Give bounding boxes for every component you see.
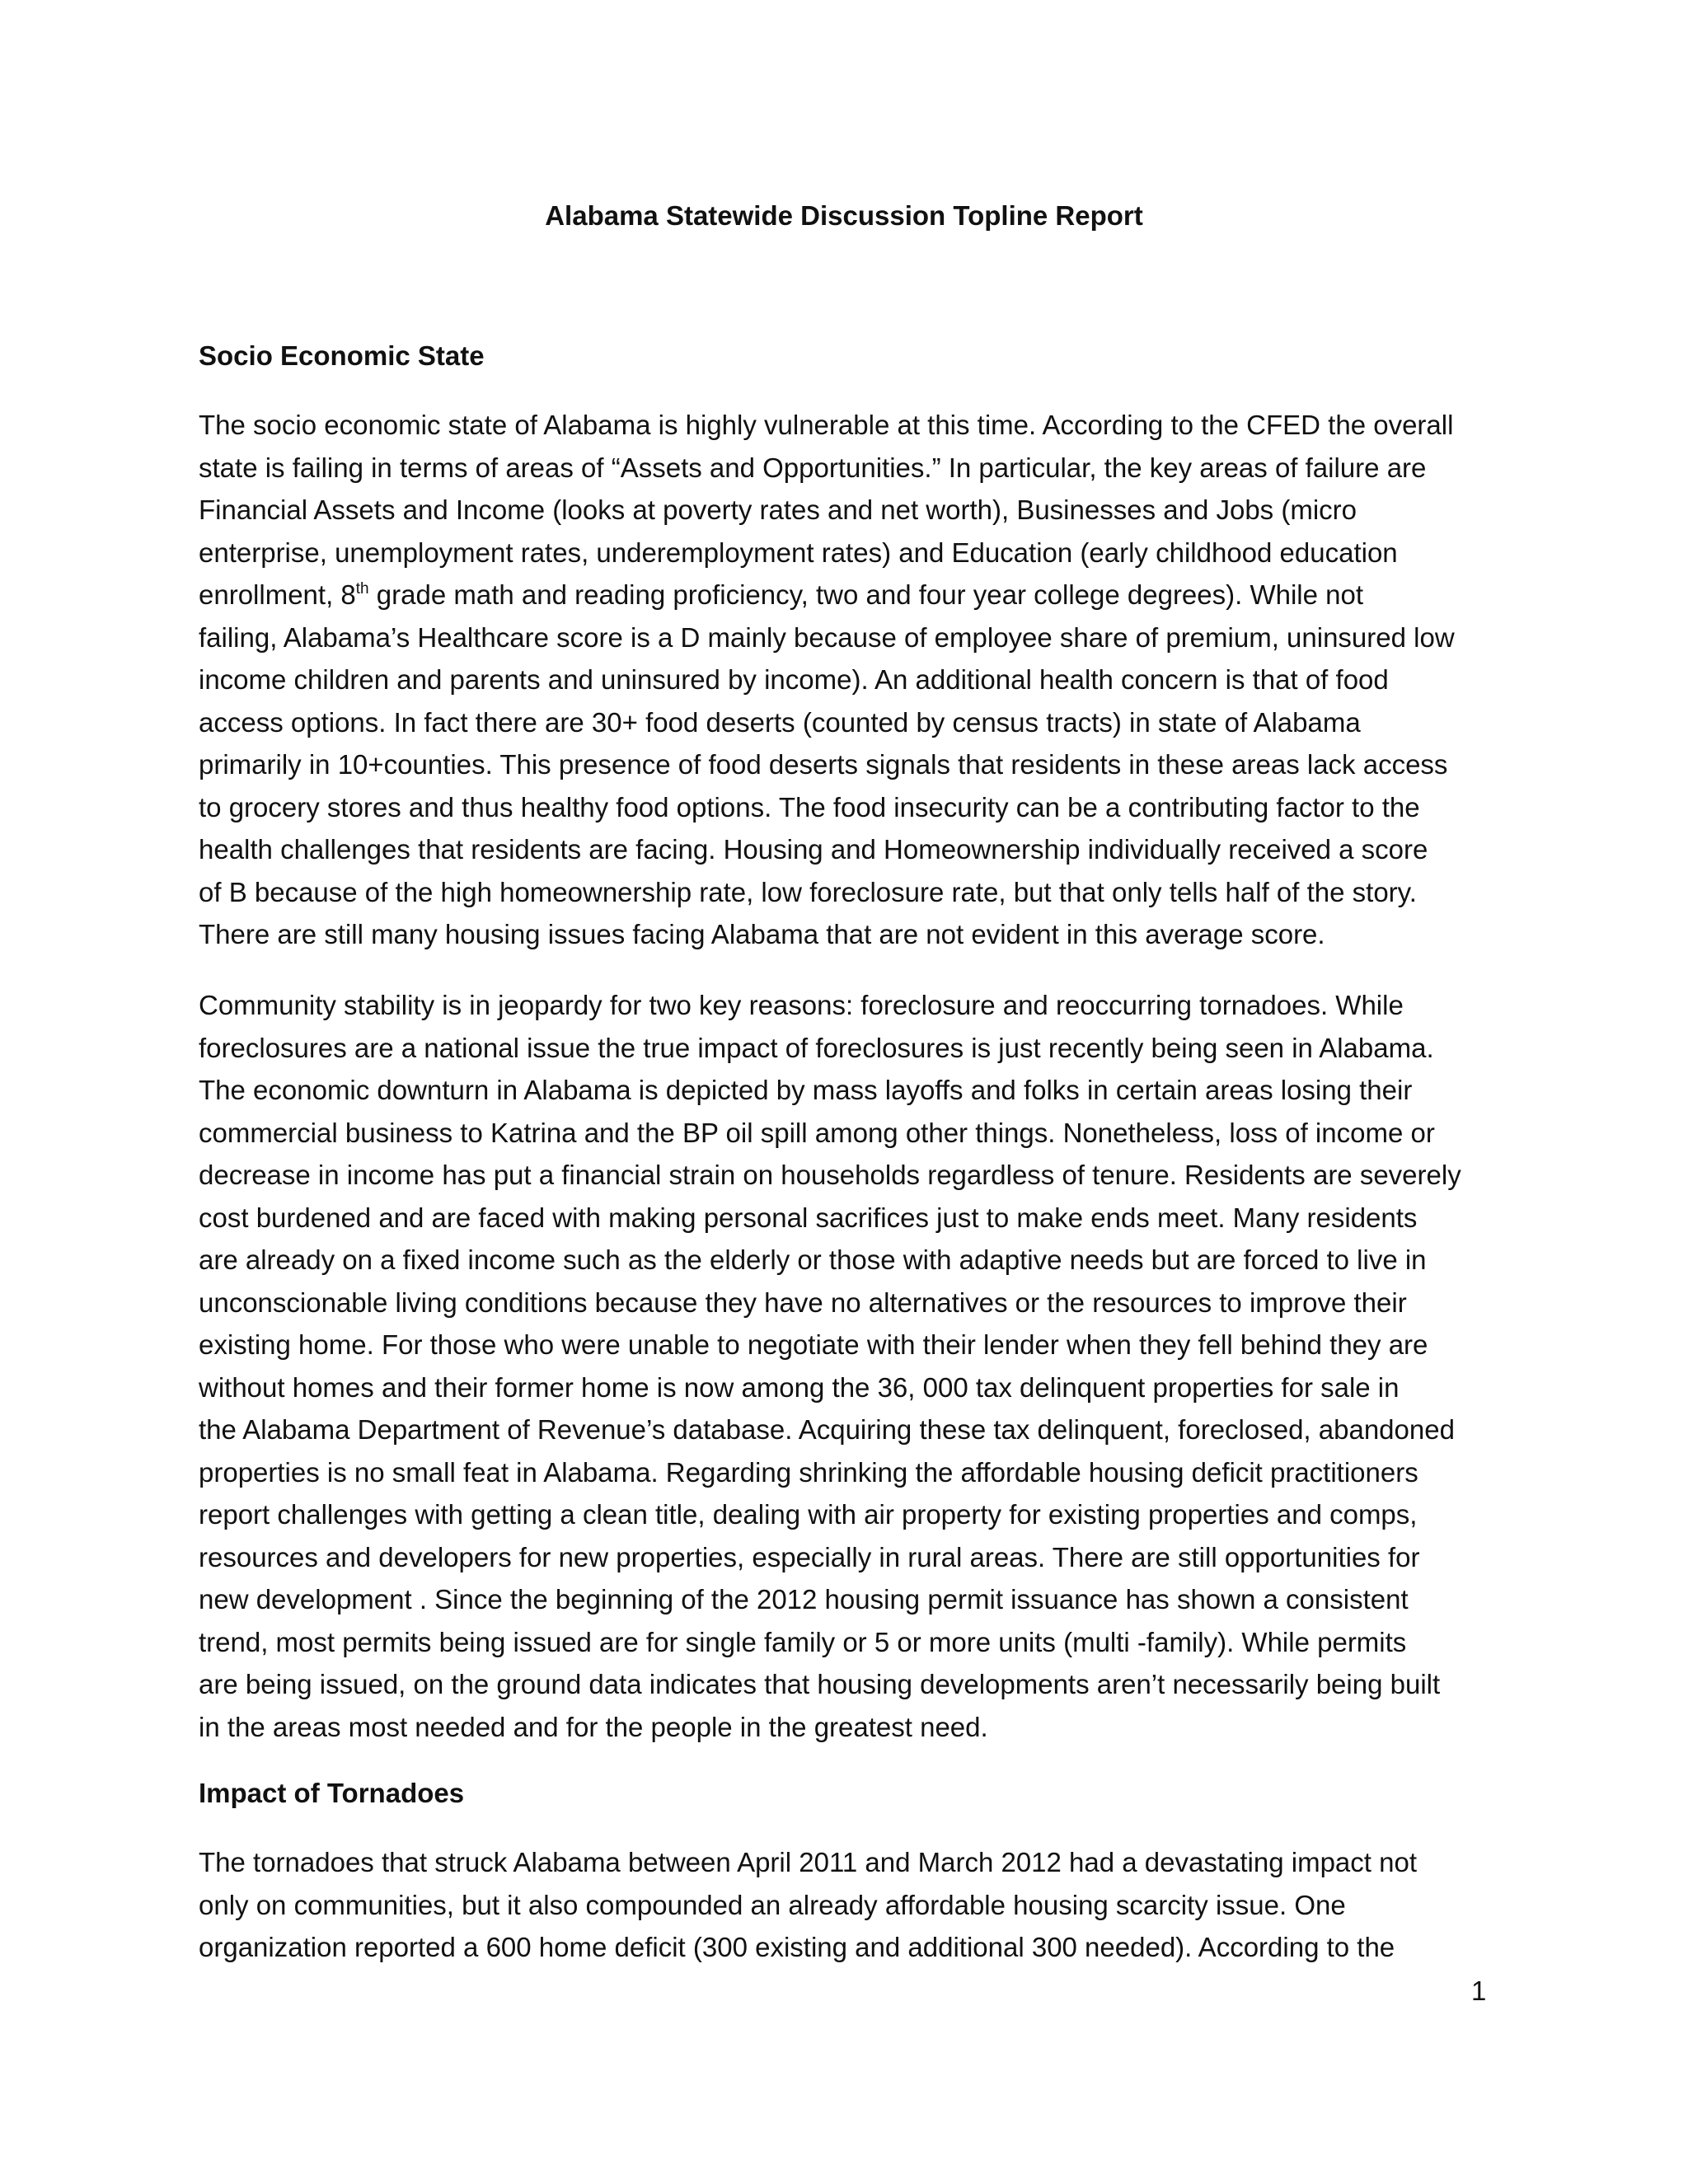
text-line: The tornadoes that struck Alabama between April 2011 and March 2012 had a devastating impact not xyxy=(199,1847,1417,1877)
text-line: enterprise, unemployment rates, underemployment rates) and Education (early childhood education xyxy=(199,537,1398,568)
text-line: health challenges that residents are facing. Housing and Homeownership individually received a score xyxy=(199,834,1428,865)
paragraph-socio-economic-2 xyxy=(199,984,1501,1748)
ordinal-superscript: th xyxy=(355,580,369,598)
text-line: existing home. For those who were unable to negotiate with their lender when they fell behind they are xyxy=(199,1329,1428,1360)
section-heading-tornadoes: Impact of Tornadoes xyxy=(199,1778,465,1808)
text-line: of B because of the high homeownership rate, low foreclosure rate, but that only tells half of the story. xyxy=(199,876,1417,907)
text-line: resources and developers for new properties, especially in rural areas. There are still opportunities for xyxy=(199,1541,1420,1572)
text-line: Community stability is in jeopardy for two key reasons: foreclosure and reoccurring tornadoes. While xyxy=(199,990,1404,1020)
text-line: report challenges with getting a clean title, dealing with air property for existing properties and comps, xyxy=(199,1499,1418,1530)
text-line: are being issued, on the ground data indicates that housing developments aren’t necessarily being built xyxy=(199,1669,1441,1699)
text-line: access options. In fact there are 30+ food deserts (counted by census tracts) in state of Alabama xyxy=(199,706,1361,738)
text-line: Financial Assets and Income (looks at poverty rates and net worth), Businesses and Jobs (micro xyxy=(199,494,1357,525)
paragraph-tornadoes-1 xyxy=(199,1841,1501,1969)
text-line xyxy=(199,574,1501,616)
text-line: The economic downturn in Alabama is depicted by mass layoffs and folks in certain areas losing their xyxy=(199,1075,1413,1105)
section-heading-socio-economic: Socio Economic State xyxy=(199,340,485,371)
text-line: only on communities, but it also compounded an already affordable housing scarcity issue. One xyxy=(199,1889,1346,1920)
text-line: state is failing in terms of areas of “Assets and Opportunities.” In particular, the key areas of failure are xyxy=(199,452,1427,483)
text-fragment: enrollment, 8 xyxy=(199,579,356,610)
text-line: without homes and their former home is now among the 36, 000 tax delinquent properties for sale in xyxy=(199,1371,1400,1403)
text-line: failing, Alabama’s Healthcare score is a D mainly because of employee share of premium, uninsured low xyxy=(199,621,1455,653)
text-line: income children and parents and uninsured by income). An additional health concern is that of food xyxy=(199,664,1389,695)
text-line: primarily in 10+counties. This presence of food deserts signals that residents in these areas lack access xyxy=(199,749,1448,780)
text-line: foreclosures are a national issue the true impact of foreclosures is just recently being seen in Alabama. xyxy=(199,1032,1434,1063)
text-line: properties is no small feat in Alabama. Regarding shrinking the affordable housing deficit practitioners xyxy=(199,1456,1418,1488)
text-line: cost burdened and are faced with making personal sacrifices just to make ends meet. Many residents xyxy=(199,1202,1418,1233)
text-line: There are still many housing issues facing Alabama that are not evident in this average score. xyxy=(199,919,1325,949)
page-number: 1 xyxy=(1471,1975,1487,2006)
text-line: are already on a fixed income such as the elderly or those with adaptive needs but are forced to live in xyxy=(199,1244,1427,1275)
text-fragment: grade math and reading proficiency, two and four year college degrees). While not xyxy=(368,579,1364,610)
text-line: commercial business to Katrina and the BP oil spill among other things. Nonetheless, loss of income or xyxy=(199,1117,1435,1148)
text-line: decrease in income has put a financial strain on households regardless of tenure. Residents are severely xyxy=(199,1160,1461,1190)
text-line: new development . Since the beginning of the 2012 housing permit issuance has shown a consistent xyxy=(199,1584,1409,1615)
text-line: trend, most permits being issued are for single family or 5 or more units (multi -family). While permits xyxy=(199,1626,1407,1657)
text-line: unconscionable living conditions because they have no alternatives or the resources to improve their xyxy=(199,1286,1407,1318)
text-line: The socio economic state of Alabama is highly vulnerable at this time. According to the CFED the overall xyxy=(199,410,1454,440)
paragraph-socio-economic-1 xyxy=(199,404,1501,956)
text-line: organization reported a 600 home deficit (300 existing and additional 300 needed). According to the xyxy=(199,1932,1395,1962)
text-line: the Alabama Department of Revenue’s database. Acquiring these tax delinquent, foreclosed, abandoned xyxy=(199,1414,1455,1445)
page-title: Alabama Statewide Discussion Topline Report xyxy=(545,200,1143,231)
text-line: to grocery stores and thus healthy food options. The food insecurity can be a contributing factor to the xyxy=(199,791,1420,823)
text-line: in the areas most needed and for the people in the greatest need. xyxy=(199,1711,988,1742)
